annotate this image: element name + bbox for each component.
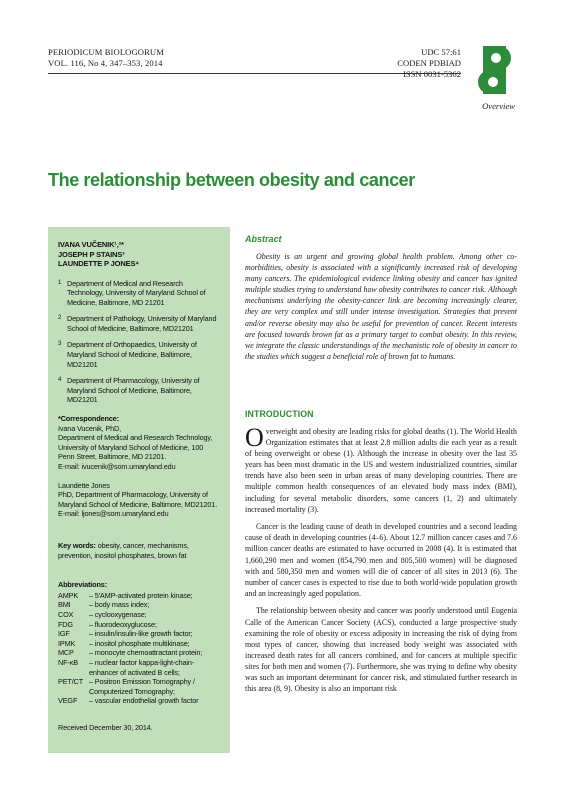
abbreviation-row: NF-κB – nuclear factor kappa-light-chain-enhancer of activated B cells; bbox=[58, 657, 195, 677]
author: JOSEPH P STAINS³ bbox=[58, 249, 125, 259]
affiliation: 3 Department of Orthopaedics, University of Maryland School of Medicine, Baltimore, MD21201 bbox=[58, 340, 197, 369]
abbreviation-row: FDG – fluorodeoxyglucose; bbox=[58, 619, 157, 629]
abbreviations-heading: Abbreviations: bbox=[58, 580, 107, 590]
journal-volume: VOL. 116, No 4, 347–353, 2014 bbox=[48, 58, 163, 68]
affiliation: 4 Department of Pharmacology, University of Maryland School of Medicine, Baltimore, MD21201 bbox=[58, 376, 200, 405]
keywords bbox=[58, 541, 221, 560]
abbreviation-row: AMPK – 5'AMP-activated protein kinase; bbox=[58, 590, 193, 600]
paragraph: Cancer is the leading cause of death in developed countries and a second leading cause of death in developing countries (4–6). About 12.7 million cancer cases and 7.6 million cancer deaths are estimated to have occurred in 2008 (4). It is estimated that 1,660,290 men and women (854,790 men and 805,500 women) will be diagnosed with and 580,350 men and women will die of cancer of all sites in 2013 (6). The number of cancer cases is expected to rise due to both world-wide population growth and an increasingly aged population. bbox=[245, 522, 517, 598]
email-link[interactable]: E-mail: ljones@som.umaryland.edu bbox=[58, 509, 169, 519]
journal-header bbox=[48, 47, 164, 69]
article-type: Overview bbox=[482, 101, 515, 111]
correspondence-entry: Laundette Jones PhD, Department of Pharmacology, University of Maryland School of Medicine, Baltimore, MD21201. E-mail: ljones@som.umaryland.edu bbox=[58, 481, 221, 519]
article-title: The relationship between obesity and cancer bbox=[48, 170, 415, 190]
keywords-label: Key words: bbox=[58, 540, 96, 550]
abstract-text: Obesity is an urgent and growing global health problem. Among other co-morbidities, obesity is associated with a significantly increased risk of developing many cancers. The epidemiological evidence linking obesity and cancer has ignited multiple studies trying to understand how obesity contributes to cancer risk. Although mechanisms underlying the obesity-cancer link are becoming increasingly clearer, they are very complex and still under intense investigation. Strategies that prevent and/or reverse obesity may also be useful for prevention of cancer. Recent interests are focused towards brown fat as a primary target to combat obesity. In this review, we integrate the classic understandings of the mechanistic role of obesity in cancer to the studies which suggest a beneficial role of brown fat to humans. bbox=[245, 252, 517, 361]
abbreviation-row: PET/CT – Positron Emission Tomography / Computerized Tomography; bbox=[58, 677, 195, 696]
drop-cap: O bbox=[245, 423, 264, 452]
abbreviation-row: VEGF – vascular endothelial growth factor bbox=[58, 696, 199, 706]
email-link[interactable]: E-mail: ivucenik@som.umaryland.edu bbox=[58, 462, 176, 471]
abbreviation-row: IPMK – inositol phosphate multikinase; bbox=[58, 638, 190, 648]
received-date: Received December 30, 2014. bbox=[58, 723, 153, 732]
abbreviation-row: MCP – monocyte chemoattractant protein; bbox=[58, 648, 203, 658]
affiliation: 1 Department of Medical and Research Technology, University of Maryland School of Medicine, Baltimore, MD 21201 bbox=[58, 278, 206, 307]
abbreviation-row: BMI – body mass index; bbox=[58, 600, 150, 610]
abbreviation-row: COX – cyclooxygenase; bbox=[58, 609, 147, 619]
correspondence-entry: Ivana Vucenik, PhD, Department of Medical and Research Technology, University of Maryland School of Medicine, 100 Penn Street, Baltimore, MD 21201. E-mail: ivucenik@som.umaryland.edu bbox=[58, 424, 221, 472]
udc-code: UDC 57:61 bbox=[421, 47, 461, 57]
article-sidebar bbox=[48, 227, 230, 753]
abbreviation-row: IGF – insulin/insulin-like growth factor; bbox=[58, 629, 193, 639]
paragraph: The relationship between obesity and cancer was poorly understood until Eugenia Calle of the American Cancer Society (ACS), conducted a large prospective study examining the role of obesity or excess adiposity in increasing the risk of dying from most types of cancer, showing that increased body weight was associated with increased death rates for all cancers combined, and for cancers at multiple specific sites for both men and women (7). Furthermore, she was trying to define why obesity was such an important determinant for cancer risk, and stimulated further research in this area (8, 9). Obesity is also an important risk bbox=[245, 606, 517, 694]
issn-code: ISSN 0031-5362 bbox=[402, 69, 461, 79]
coden-code: CODEN PDBIAD bbox=[397, 58, 461, 68]
paragraph: Overweight and obesity are leading risks for global deaths (1). The World Health Organization estimates that at least 2.8 million adults die each year as a result of being overweight or obese (1). Although the increase in obesity over the last 35 years has been most dramatic in the US and western industrialized countries, similar trends have also been seen in urban areas of many developing countries. There are multiple common health consequences of an elevated body mass index (BMI), including for several metabolic disorders, some cancers (1, 2) and ultimately increased mortality (3). bbox=[245, 423, 517, 514]
introduction-body bbox=[245, 423, 517, 701]
abstract-heading: Abstract bbox=[245, 234, 282, 244]
correspondence-heading: *Correspondence: bbox=[58, 414, 119, 424]
author: IVANA VUČENIK¹,²* bbox=[58, 240, 124, 249]
correspondence bbox=[58, 414, 221, 519]
author-list bbox=[58, 240, 221, 269]
journal-logo-icon bbox=[473, 44, 516, 96]
abbreviations-list bbox=[58, 591, 221, 706]
journal-codes bbox=[397, 47, 461, 80]
header-rule bbox=[48, 73, 461, 74]
author: LAUNDETTE P JONES⁴ bbox=[58, 259, 139, 268]
affiliation: 2 Department of Pathology, University of Maryland School of Medicine, Baltimore, MD21201 bbox=[58, 314, 217, 333]
introduction-heading: INTRODUCTION bbox=[245, 409, 314, 419]
journal-name: PERIODICUM BIOLOGORUM bbox=[48, 47, 164, 57]
keywords-text: obesity, cancer, mechanisms, prevention, inositol phosphates, brown fat bbox=[58, 540, 189, 560]
